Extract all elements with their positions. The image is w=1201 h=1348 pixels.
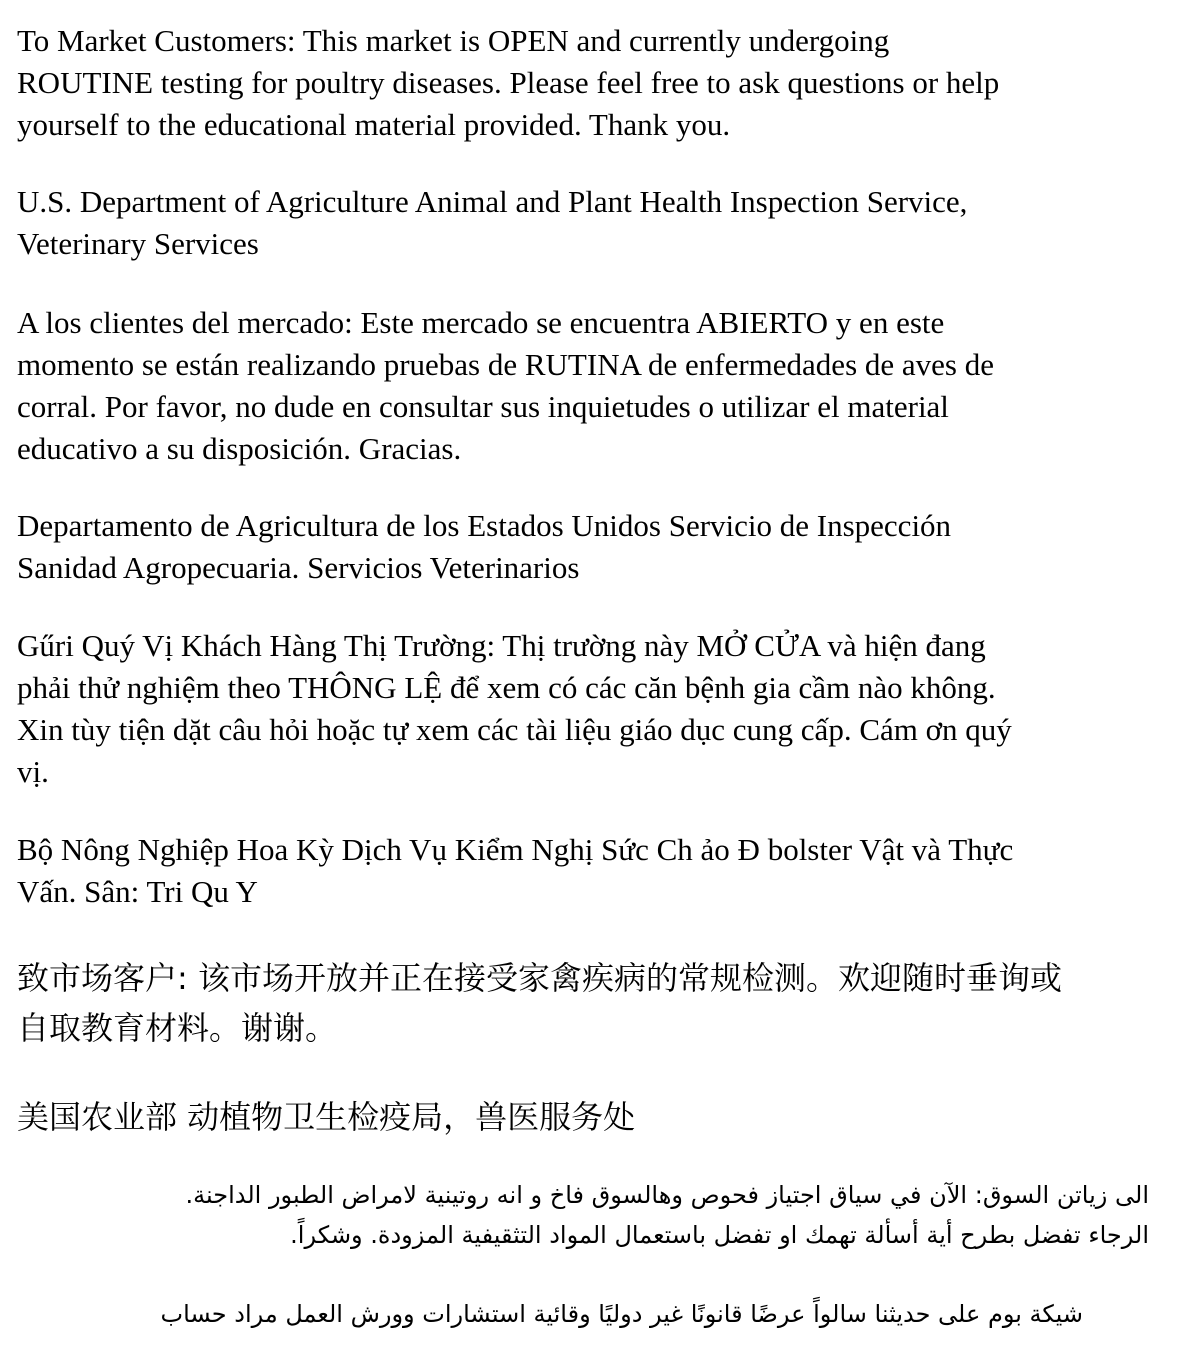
english-notice-line: ROUTINE testing for poultry diseases. Please feel free to ask questions or help <box>17 65 1000 100</box>
spanish-notice-line: A los clientes del mercado: Este mercado se encuentra ABIERTO y en este <box>17 305 945 340</box>
spanish-notice-line: educativo a su disposición. Gracias. <box>17 431 462 466</box>
arabic-notice <box>17 1175 1149 1255</box>
arabic-notice-line: الى زياتن السوق: الآن في سياق اجتياز فحوص وهالسوق فاخ و انه روتينية لامراض الطبور الداجنة. <box>185 1181 1149 1209</box>
english-notice-line: yourself to the educational material provided. Thank you. <box>17 107 731 142</box>
arabic-agency-line: شيكة بوم على حديثنا سالواً عرضًا قانونًا غير دوليًا وقائية استشارات وورش العمل مراد حساب <box>160 1300 1083 1328</box>
english-notice <box>17 20 1187 146</box>
english-agency-line: Veterinary Services <box>17 226 259 261</box>
vietnamese-notice-line: Xin tùy tiện dặt câu hỏi hoặc tự xem các tài liệu giáo dục cung cấp. Cám ơn quý <box>17 712 1012 747</box>
english-agency-line: U.S. Department of Agriculture Animal and Plant Health Inspection Service, <box>17 184 968 219</box>
spanish-agency-line: Sanidad Agropecuaria. Servicios Veterinarios <box>17 550 580 585</box>
vietnamese-agency-line: Bộ Nông Nghiệp Hoa Kỳ Dịch Vụ Kiểm Nghị Sức Ch ảo Đ bolster Vật và Thực <box>17 832 1014 867</box>
spanish-notice-line: corral. Por favor, no dude en consultar sus inquietudes o utilizar el material <box>17 389 949 424</box>
chinese-notice-line: 自取教育材料。谢谢。 <box>17 1009 338 1047</box>
arabic-notice-line: الرجاء تفضل بطرح أية أسألة تهمك او تفضل باستعمال المواد التثقيفية المزودة. وشكراً. <box>290 1221 1149 1249</box>
vietnamese-agency-line: Vấn. Sân: Tri Qu Y <box>17 874 258 909</box>
chinese-notice <box>17 953 1187 1053</box>
vietnamese-notice-line: vị. <box>17 754 49 789</box>
chinese-agency-line: 美国农业部 动植物卫生检疫局，兽医服务处 <box>17 1098 636 1136</box>
spanish-agency <box>17 505 1187 589</box>
chinese-agency <box>17 1092 1187 1142</box>
vietnamese-agency <box>17 829 1187 913</box>
vietnamese-notice-line: Gűri Quý Vị Khách Hàng Thị Trường: Thị trường này MỞ CỬA và hiện đang <box>17 628 986 663</box>
vietnamese-notice-line: phải thử nghiệm theo THÔNG LỆ để xem có các căn bệnh gia cầm nào không. <box>17 670 996 705</box>
vietnamese-notice <box>17 625 1187 793</box>
spanish-notice-line: momento se están realizando pruebas de RUTINA de enfermedades de aves de <box>17 347 994 382</box>
spanish-agency-line: Departamento de Agricultura de los Estados Unidos Servicio de Inspección <box>17 508 952 543</box>
spanish-notice <box>17 302 1187 470</box>
english-notice-line: To Market Customers: This market is OPEN and currently undergoing <box>17 23 890 58</box>
english-agency <box>17 181 1187 265</box>
chinese-notice-line: 致市场客户: 该市场开放并正在接受家禽疾病的常规检测。欢迎随时垂询或 <box>17 959 1062 997</box>
arabic-agency <box>17 1294 1083 1334</box>
